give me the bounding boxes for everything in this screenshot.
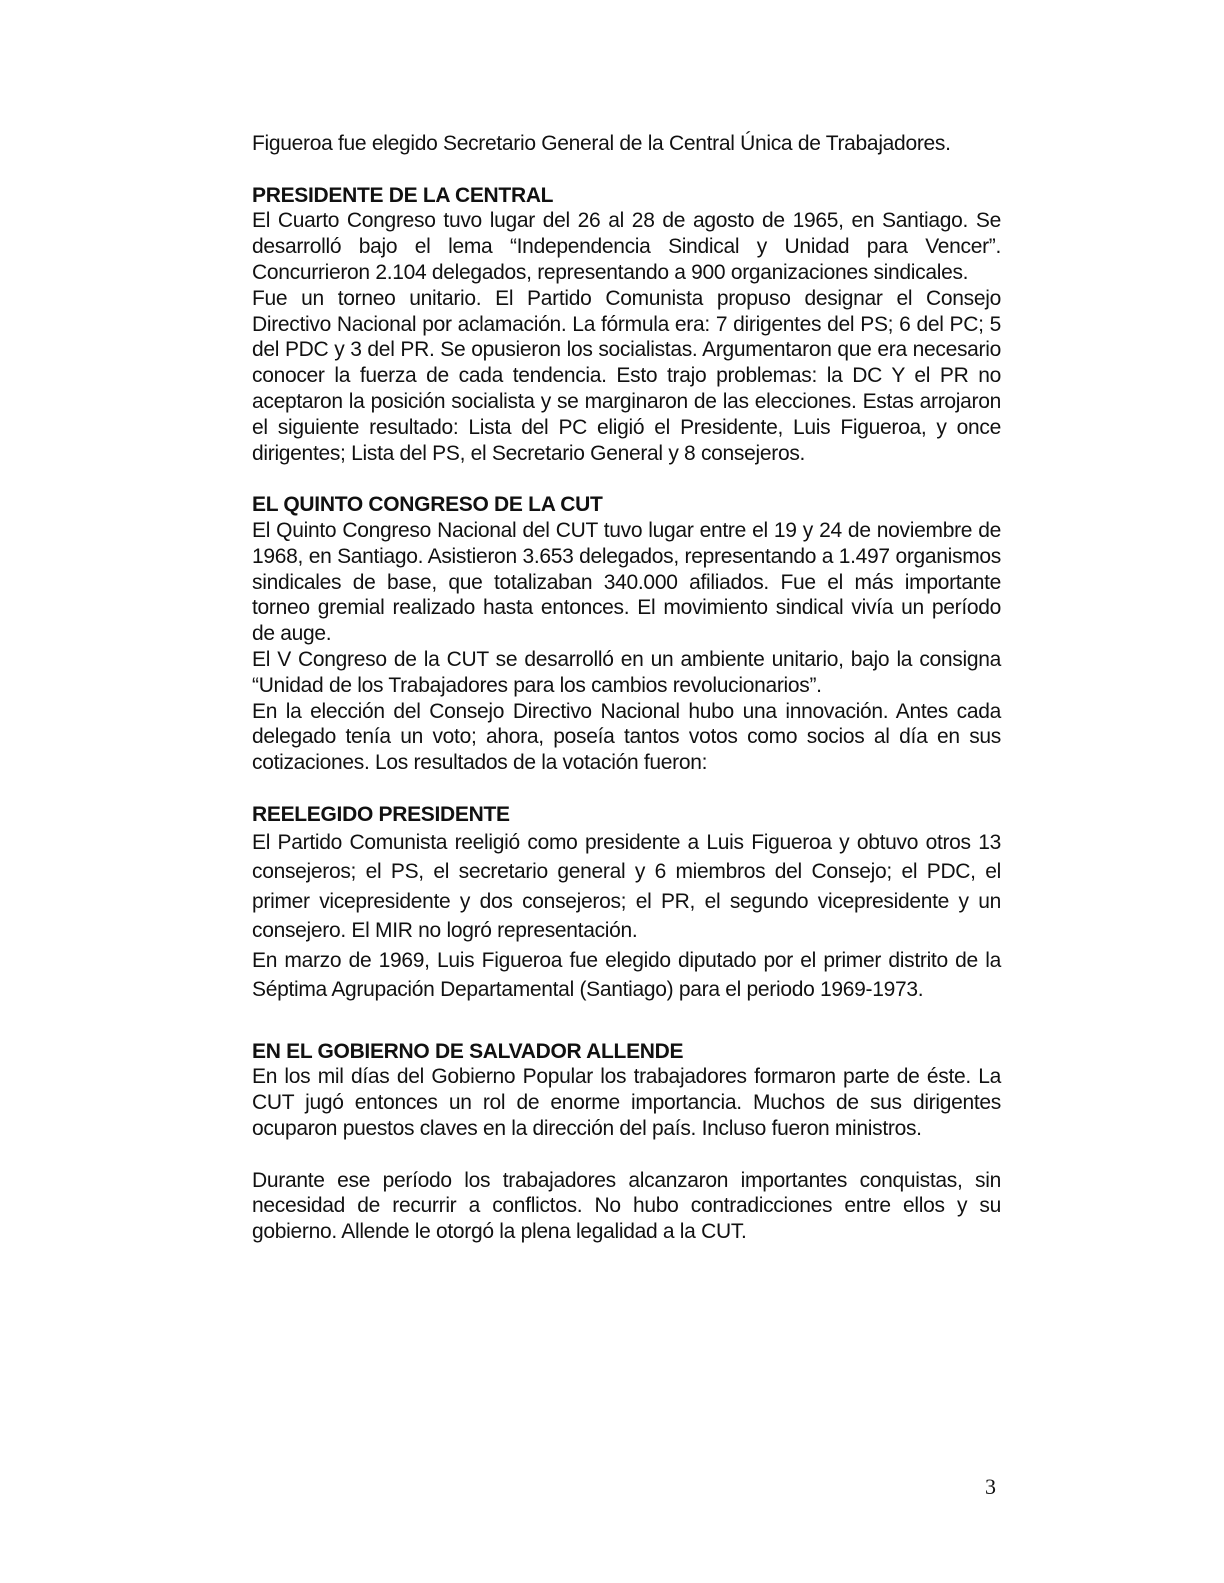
paragraph: El Quinto Congreso Nacional del CUT tuvo lugar entre el 19 y 24 de noviembre de 1968, en Santiago. Asistieron 3.653 delegados, representando a 1.497 organismos sindicales de base, que totalizaban 340.000 afiliados. Fue el más importante torneo gremial realizado hasta entonces. El movimiento sindical vivía un período de auge.: [252, 518, 1001, 646]
paragraph: En los mil días del Gobierno Popular los trabajadores formaron parte de éste. La CUT jugó entonces un rol de enorme importancia. Muchos de sus dirigentes ocuparon puestos claves en la dirección del país. Incluso fueron ministros.: [252, 1065, 1001, 1140]
paragraph: El V Congreso de la CUT se desarrolló en un ambiente unitario, bajo la consigna “Unidad de los Trabajadores para los cambios revolucionarios”.: [252, 647, 1001, 697]
page-body: [252, 131, 1001, 1245]
paragraph: El Partido Comunista reeligió como presidente a Luis Figueroa y obtuvo otros 13 consejeros; el PS, el secretario general y 6 miembros del Consejo; el PDC, el primer vicepresidente y dos consejeros; el PR, el segundo vicepresidente y un consejero. El MIR no logró representación.: [252, 830, 1001, 943]
paragraph: En la elección del Consejo Directivo Nacional hubo una innovación. Antes cada delegado tenía un voto; ahora, poseía tantos votos como socios al día en sus cotizaciones. Los resultados de la votación fueron:: [252, 699, 1001, 775]
paragraph: Figueroa fue elegido Secretario General de la Central Única de Trabajadores.: [252, 132, 951, 155]
section-heading-reelegido: REELEGIDO PRESIDENTE: [252, 802, 510, 826]
paragraph: Fue un torneo unitario. El Partido Comunista propuso designar el Consejo Directivo Nacional por aclamación. La fórmula era: 7 dirigentes del PS; 6 del PC; 5 del PDC y 3 del PR. Se opusieron los socialistas. Argumentaron que era necesario conocer la fuerza de cada tendencia. Esto trajo problemas: la DC Y el PR no aceptaron la posición socialista y se marginaron de las elecciones. Estas arrojaron el siguiente resultado: Lista del PC eligió el Presidente, Luis Figueroa, y once dirigentes; Lista del PS, el Secretario General y 8 consejeros.: [252, 286, 1001, 465]
paragraph: El Cuarto Congreso tuvo lugar del 26 al 28 de agosto de 1965, en Santiago. Se desarrolló bajo el lema “Independencia Sindical y Unidad para Vencer”. Concurrieron 2.104 delegados, representando a 900 organizaciones sindicales.: [252, 209, 1001, 284]
section-heading-presidente: PRESIDENTE DE LA CENTRAL: [252, 183, 554, 207]
page-number: 3: [985, 1474, 996, 1499]
paragraph: Durante ese período los trabajadores alcanzaron importantes conquistas, sin necesidad de recurrir a conflictos. No hubo contradicciones entre ellos y su gobierno. Allende le otorgó la plena legalidad a la CUT.: [252, 1168, 1001, 1244]
section-heading-gobierno-allende: EN EL GOBIERNO DE SALVADOR ALLENDE: [252, 1039, 684, 1063]
paragraph: En marzo de 1969, Luis Figueroa fue elegido diputado por el primer distrito de la Séptima Agrupación Departamental (Santiago) para el periodo 1969-1973.: [252, 948, 1001, 1002]
section-heading-quinto-congreso: EL QUINTO CONGRESO DE LA CUT: [252, 493, 603, 517]
